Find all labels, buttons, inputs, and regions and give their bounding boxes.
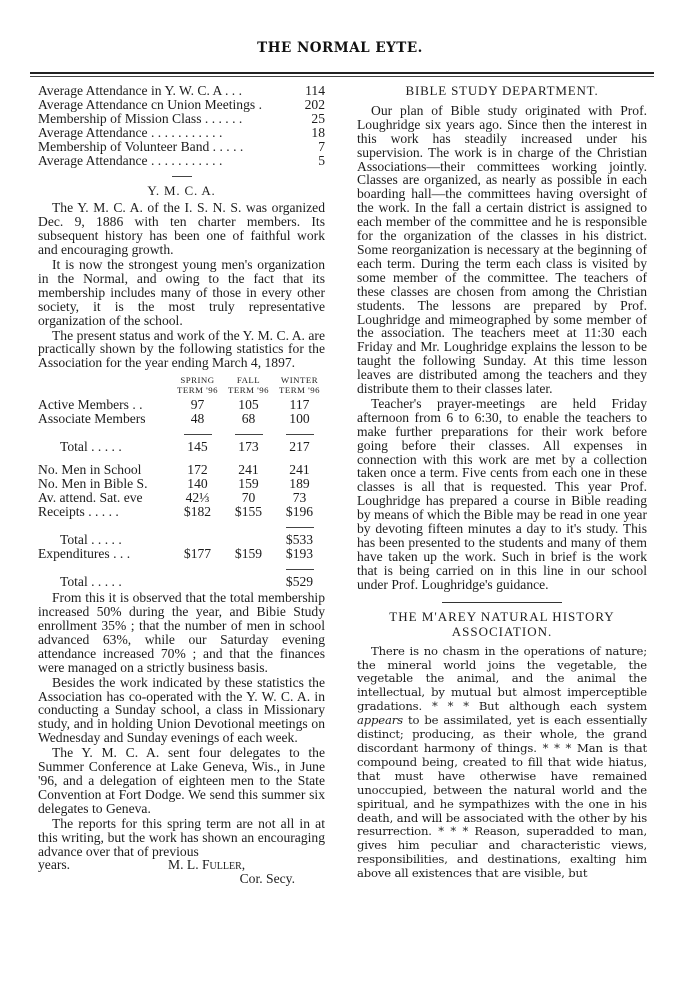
column-header-line2: TERM '96 [227, 385, 270, 396]
blank [38, 561, 172, 575]
column-header-line1: WINTER [280, 375, 319, 386]
column-header-line2: TERM '96 [176, 385, 219, 396]
sum-rule-row [38, 426, 325, 440]
paragraph [357, 645, 647, 881]
cell: 172 [187, 462, 208, 478]
attendance-row [38, 140, 325, 154]
signature-name: M. L. Fuller, [168, 857, 246, 873]
row-label: Total . . . . . [60, 574, 122, 590]
sum-rule-cell [223, 426, 274, 440]
column-header [223, 374, 274, 398]
cell: 73 [292, 490, 307, 506]
cell: 241 [238, 462, 259, 478]
attendance-row [38, 112, 325, 126]
attendance-row [38, 84, 325, 98]
right-column [357, 84, 647, 881]
column-header [172, 374, 223, 398]
sum-rule [235, 434, 263, 435]
ymca-heading: Y. M. C. A. [147, 183, 216, 199]
signature-title: Cor. Secy. [239, 871, 295, 887]
left-column [38, 84, 325, 886]
cell: 140 [187, 476, 208, 492]
column-header-line2: TERM '96 [278, 385, 321, 396]
cell [223, 533, 274, 547]
paragraph: Our plan of Bible study originated with Prof. Loughridge six years ago. Since then the interest in this work has steadily increased under his supervision. The work is in charge of the Christian Associations—their committees working jointly. Classes are organized, as nearly as possible in each boarding hall—the committees having oversight of the work. In the fall a certain district is assigned to each member of the committee and he is responsible for the organization of the classes in his district. Some reorganization is necessary at the beginning of each term. During the term each class is visited by some member of the committee. The teachers of these classes are chosen from among the Christian students. The lessons are prepared by Prof. Loughridge and mimeographed by some member of the association. The teachers meet at 11:30 each Friday and Mr. Loughridge explains the lesson to be taught the following Sunday. At this time lesson leaves are distributed among the teachers and they distribute them to their classes later. [357, 102, 647, 397]
column-header-line1: FALL [236, 375, 261, 386]
statistics-table [38, 374, 325, 589]
section-divider [442, 602, 562, 603]
cell: $196 [285, 504, 314, 520]
header-rule-thin [30, 76, 654, 77]
row-label: Total . . . . . [60, 532, 122, 548]
attendance-value: 18 [311, 124, 325, 140]
marey-heading [357, 609, 647, 639]
cell: 97 [190, 397, 205, 413]
blank [172, 561, 223, 575]
table-header-blank [38, 374, 172, 398]
closing-word: years. [38, 857, 71, 873]
table-row [38, 575, 325, 589]
table-row [38, 477, 325, 491]
table-row [38, 505, 325, 519]
cell: $193 [285, 546, 314, 562]
sum-rule [286, 434, 314, 435]
cell: 48 [190, 411, 205, 427]
bible-study-heading: BIBLE STUDY DEPARTMENT. [405, 83, 599, 98]
cell: $529 [285, 574, 314, 590]
marey-heading-line2: ASSOCIATION. [451, 623, 553, 639]
attendance-label: Average Attendance in Y. W. C. A . . . [38, 83, 243, 98]
paragraph: The Y. M. C. A. sent four delegates to the Summer Conference at Lake Geneva, Wis., in June '96, and a delegation of eighteen men to the State Convention at Fort Dodge. We send this summer six delegates to Geneva. [38, 745, 325, 816]
attendance-row [38, 98, 325, 112]
marey-text-part1: There is no chasm in the operations of nature; the mineral world joins the vegetable, the vegetable the animal, and the animal the intellectual, by mutual but almost imperceptible gradations. * * * But although each system [357, 643, 647, 714]
attendance-value: 5 [318, 152, 325, 168]
attendance-value: 114 [305, 83, 325, 98]
attendance-label: Average Attendance . . . . . . . . . . . [38, 124, 223, 140]
attendance-label: Average Attendance cn Union Meetings . [38, 96, 262, 112]
cell [172, 533, 223, 547]
column-header [274, 374, 325, 398]
row-label: No. Men in School [38, 462, 142, 478]
header-rule-thick [30, 72, 654, 74]
cell: 217 [289, 439, 310, 455]
cell: $155 [234, 504, 263, 520]
paragraph: It is now the strongest young men's organization in the Normal, and owing to the fact that its membership includes many of those in every other society, it is the most truly representative organization of the school. [38, 256, 325, 328]
sum-rule-row [38, 561, 325, 575]
table-row [38, 440, 325, 454]
cell: 70 [241, 490, 256, 506]
paragraph: The Y. M. C. A. of the I. S. N. S. was organized Dec. 9, 1886 with ten charter members. Its subsequent history has been one of faithful work and encouraging growth. [38, 200, 325, 258]
cell: 100 [289, 411, 310, 427]
row-label: Total . . . . . [60, 439, 122, 455]
paragraph: Besides the work indicated by these statistics the Association has co-operated with the Y. W. C. A. in conducting a Sunday school, a class in Missionary study, and in holding Union Devotional meetings on Wednesday and Sunday evenings of each week. [38, 674, 325, 746]
cell [172, 575, 223, 589]
paragraph: From this it is observed that the total membership increased 50% during the year, and Bibie Study enrollment 35% ; that the number of men in school advanced 63%, while our Saturday evening attendance increased 70% ; and that the finances were managed on a strictly business basis. [38, 590, 325, 675]
cell: 68 [241, 411, 256, 427]
table-row [38, 547, 325, 561]
sum-rule-cell [274, 561, 325, 575]
sum-rule-cell [172, 426, 223, 440]
cell: 241 [289, 462, 310, 478]
table-row [38, 463, 325, 477]
section-separator [172, 176, 192, 177]
cell [223, 575, 274, 589]
marey-heading-line1: THE M'AREY NATURAL HISTORY [389, 608, 615, 624]
sum-rule [286, 569, 314, 570]
blank [38, 519, 172, 533]
table-row [38, 398, 325, 412]
cell: $182 [183, 504, 212, 520]
row-label: Associate Members [38, 411, 146, 427]
sum-rule [184, 434, 212, 435]
paragraph: The present status and work of the Y. M. C. A. are practically shown by the following statistics for the Association for the year ending March 4, 1897. [38, 327, 325, 371]
row-label: Av. attend. Sat. eve [38, 490, 143, 506]
cell: 189 [289, 476, 310, 492]
signature-line [38, 858, 325, 872]
signature-block [38, 858, 325, 886]
blank [172, 519, 223, 533]
marey-text [357, 645, 647, 881]
cell: $533 [285, 532, 314, 548]
sum-rule-row [38, 519, 325, 533]
row-label: No. Men in Bible S. [38, 476, 148, 492]
column-header-line1: SPRING [180, 375, 215, 386]
cell: $177 [183, 546, 212, 562]
cell: 105 [238, 397, 259, 413]
attendance-label: Membership of Volunteer Band . . . . . [38, 138, 244, 154]
cell: 42⅓ [185, 490, 210, 506]
attendance-list [38, 84, 325, 167]
table-row [38, 412, 325, 426]
marey-italic-word: appears [357, 713, 403, 728]
table-row [38, 533, 325, 547]
row-label: Receipts . . . . . [38, 504, 119, 520]
blank [38, 426, 172, 440]
cell: 117 [289, 397, 310, 413]
blank [223, 519, 274, 533]
marey-text-part2: to be assimilated, yet is each essentially distinct; producing, as their whole, the grand discordant harmony of things. * * * Man is that compound being, created to fill that wide hiatus, that must have otherwise have remained unoccupied, between the natural world and the spiritual, and he sympathizes with the one in his death, and will be associated with the other by his resurrection. * * * Reason, superadded to man, gives him peculiar and characteristic views, responsibilities, and destinations, exalting him above all existences that are visible, but [357, 713, 647, 881]
paragraph: Teacher's prayer-meetings are held Friday afternoon from 6 to 6:30, to enable the teachers to make further preparations for their work before going before their classes. All expenses in connection with this work are met by a collection taken once a term. Five cents from each one in these classes is all that is requested. This year Prof. Loughridge has prepared a course in Bible reading by means of which the Bible may be read in one year by devoting fifteen minutes a day to it's study. This has been presented to the students and many of them have taken up the work. Such in brief is the work that is being carried on in this line in our school under Prof. Loughridge's guidance. [357, 395, 647, 592]
cell: $159 [234, 546, 263, 562]
attendance-label: Membership of Mission Class . . . . . . [38, 110, 243, 126]
cell: 145 [187, 439, 208, 455]
table-row [38, 491, 325, 505]
table-header-row [38, 374, 325, 398]
cell: 159 [238, 476, 259, 492]
paragraph: The reports for this spring term are not all in at this writing, but the work has shown an encouraging advance over that of previous [38, 815, 325, 859]
attendance-label: Average Attendance . . . . . . . . . . . [38, 152, 223, 168]
row-label: Active Members . . [38, 397, 143, 413]
running-header: THE NORMAL EYTE. [257, 40, 423, 56]
row-label: Expenditures . . . [38, 546, 131, 562]
cell: 173 [238, 439, 259, 455]
attendance-value: 25 [311, 110, 325, 126]
sum-rule-cell [274, 519, 325, 533]
attendance-row [38, 126, 325, 140]
blank [223, 561, 274, 575]
sum-rule-cell [274, 426, 325, 440]
attendance-value: 202 [304, 96, 325, 112]
attendance-value: 7 [318, 138, 325, 154]
attendance-row [38, 154, 325, 168]
sum-rule [286, 527, 314, 528]
